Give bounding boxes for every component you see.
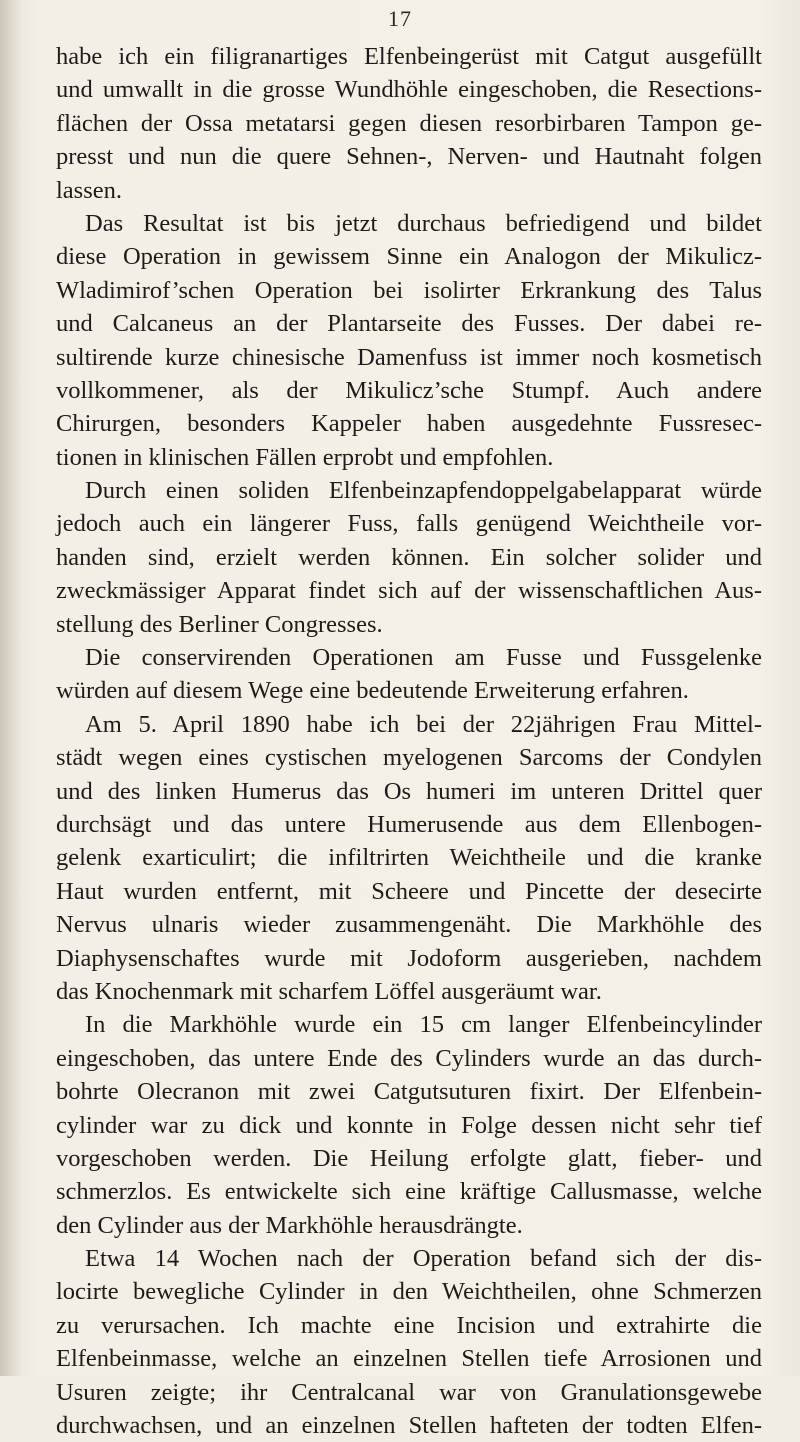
text-line: Diaphysenschaftes wurde mit Jodoform ausgerieben, nachdem	[56, 944, 762, 972]
text-line: Die conservirenden Operationen am Fusse und Fussgelenke	[85, 644, 762, 672]
text-line: Nervus ulnaris wieder zusammengenäht. Die Markhöhle des	[56, 911, 762, 939]
text-line: und des linken Humerus das Os humeri im unteren Drittel quer	[56, 777, 762, 805]
text-line: tionen in klinischen Fällen erprobt und empfohlen.	[56, 443, 554, 471]
text-line: stellung des Berliner Congresses.	[56, 610, 383, 638]
text-line: durchwachsen, und an einzelnen Stellen hafteten der todten Elfen-	[56, 1412, 762, 1440]
text-line: Am 5. April 1890 habe ich bei der 22jährigen Frau Mittel-	[85, 710, 762, 738]
text-line: jedoch auch ein längerer Fuss, falls genügend Weichtheile vor-	[56, 510, 762, 538]
text-line: diese Operation in gewissem Sinne ein Analogon der Mikulicz-	[56, 243, 762, 271]
text-line: gelenk exarticulirt; die infiltrirten Weichtheile und die kranke	[56, 844, 762, 872]
text-line: Usuren zeigte; ihr Centralcanal war von Granulationsgewebe	[56, 1378, 762, 1406]
text-line: habe ich ein filigranartiges Elfenbeingerüst mit Catgut ausgefüllt	[56, 43, 762, 70]
text-line: Wladimirof’schen Operation bei isolirter Erkrankung des Talus	[56, 276, 762, 304]
text-line: zweckmässiger Apparat findet sich auf der wissenschaftlichen Aus-	[56, 577, 762, 605]
text-line: presst und nun die quere Sehnen-, Nerven- und Hautnaht folgen	[56, 143, 762, 171]
text-line: städt wegen eines cystischen myelogenen Sarcoms der Condylen	[56, 744, 762, 772]
text-line: würden auf diesem Wege eine bedeutende Erweiterung erfahren.	[56, 677, 689, 705]
text-line: lassen.	[56, 176, 122, 204]
body-text	[56, 40, 762, 1442]
text-line: eingeschoben, das untere Ende des Cylinders wurde an das durch-	[56, 1044, 762, 1072]
text-line: cylinder war zu dick und konnte in Folge dessen nicht sehr tief	[56, 1111, 762, 1139]
text-line: locirte bewegliche Cylinder in den Weichtheilen, ohne Schmerzen	[56, 1278, 762, 1306]
text-line: und umwallt in die grosse Wundhöhle eingeschoben, die Resections-	[56, 76, 762, 104]
text-line: Elfenbeinmasse, welche an einzelnen Stellen tiefe Arrosionen und	[56, 1345, 762, 1373]
text-line: bohrte Olecranon mit zwei Catgutsuturen fixirt. Der Elfenbein-	[56, 1078, 762, 1106]
text-line: In die Markhöhle wurde ein 15 cm langer Elfenbeincylinder	[85, 1011, 762, 1039]
text-line: und Calcaneus an der Plantarseite des Fusses. Der dabei re-	[56, 310, 762, 338]
text-line: Chirurgen, besonders Kappeler haben ausgedehnte Fussresec-	[56, 410, 762, 438]
text-line: Haut wurden entfernt, mit Scheere und Pincette der desecirte	[56, 877, 762, 905]
text-line: vorgeschoben werden. Die Heilung erfolgte glatt, fieber- und	[56, 1144, 762, 1172]
text-line: Etwa 14 Wochen nach der Operation befand sich der dis-	[85, 1245, 762, 1273]
text-line: durchsägt und das untere Humerusende aus dem Ellenbogen-	[56, 810, 762, 838]
text-line: sultirende kurze chinesische Damenfuss ist immer noch kosmetisch	[56, 343, 762, 371]
text-line: flächen der Ossa metatarsi gegen diesen resorbirbaren Tampon ge-	[56, 109, 762, 137]
page-number: 17	[388, 6, 412, 31]
text-line: den Cylinder aus der Markhöhle herausdrängte.	[56, 1211, 523, 1239]
binding-shadow	[0, 0, 22, 1376]
text-line: zu verursachen. Ich machte eine Incision und extrahirte die	[56, 1311, 762, 1339]
text-line: Das Resultat ist bis jetzt durchaus befriedigend und bildet	[85, 209, 762, 237]
text-line: handen sind, erzielt werden können. Ein solcher solider und	[56, 543, 762, 571]
text-line: schmerzlos. Es entwickelte sich eine kräftige Callusmasse, welche	[56, 1178, 762, 1206]
text-line: vollkommener, als der Mikulicz’sche Stumpf. Auch andere	[56, 376, 762, 404]
text-line: das Knochenmark mit scharfem Löffel ausgeräumt war.	[56, 977, 602, 1005]
text-line: Durch einen soliden Elfenbeinzapfendoppelgabelapparat würde	[85, 477, 762, 505]
